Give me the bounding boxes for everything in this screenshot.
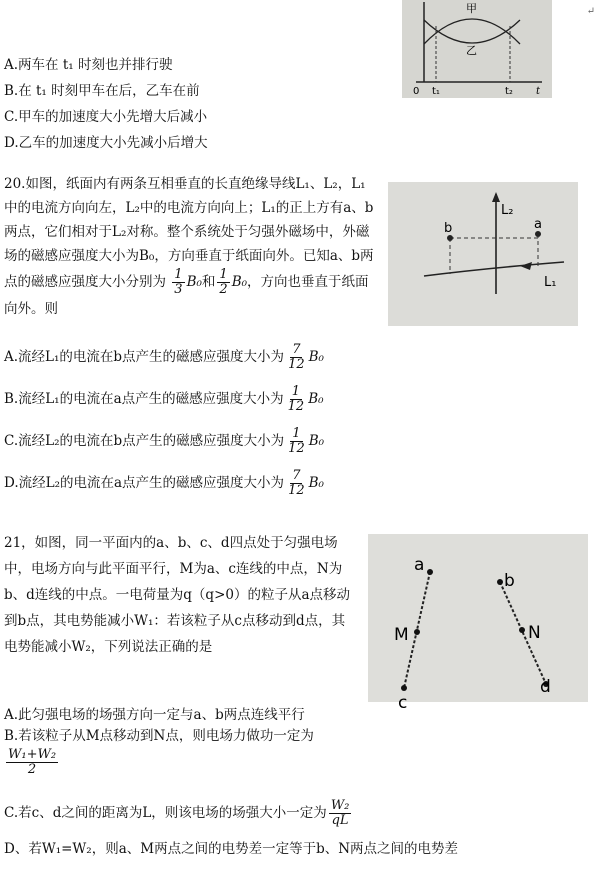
label-yi: 乙 [466, 44, 477, 57]
label-N: N [528, 623, 541, 643]
fraction-one-half: $\frac{1}{2}$ [219, 267, 228, 297]
label-t2: t₂ [505, 86, 513, 97]
label-L2: L₂ [501, 203, 514, 218]
label-a: a [534, 217, 542, 232]
label-c: c [398, 693, 408, 713]
q20-option-c: C.流经L₂的电流在b点产生的磁感应强度大小为 $\frac{1}{12}$ B₀ [4, 426, 325, 456]
q20-stem: 20.如图，纸面内有两条互相垂直的长直绝缘导线L₁、L₂，L₁中的电流方向向左，L₂中的电流方向向上；L₁的正上方有a、b两点，它们相对于L₂对称。整个系统处于匀强外磁场中，外磁场的磁感应强度大小为B₀，方向垂直于纸面向外。已知a、b两点的磁感应强度大小分别为 $\frac{1}{3}$ B₀和 $\frac{1}{2}$ B₀，方向也垂直于纸面向外。则 [4, 176, 374, 317]
q21-option-a: A.此匀强电场的场强方向一定与a、b两点连线平行 [4, 707, 305, 723]
label-b: b [504, 571, 515, 591]
label-a: a [414, 555, 425, 575]
q20-option-a: A.流经L₁的电流在b点产生的磁感应强度大小为 $\frac{7}{12}$ B₀ [4, 342, 324, 372]
label-d: d [540, 677, 551, 697]
q21-option-d: D、若W₁=W₂，则a、M两点之间的电势差一定等于b、N两点之间的电势差 [4, 841, 459, 857]
q20-option-b: B.流经L₁的电流在a点产生的磁感应强度大小为 $\frac{1}{12}$ B₀ [4, 384, 324, 414]
fraction-one-third: $\frac{1}{3}$ [174, 267, 183, 297]
label-M: M [394, 625, 409, 645]
label-jia: 甲 [466, 2, 477, 15]
q20-stem-text: 20.如图，纸面内有两条互相垂直的长直绝缘导线L₁、L₂，L₁中的电流方向向左，L₂中的电流方向向上；L₁的正上方有a、b两点，它们相对于L₂对称。整个系统处于匀强外磁场中，外磁场的磁感应强度大小为B₀，方向垂直于纸面向外。已知a、b两点的磁感应强度大小分别为 [4, 176, 374, 290]
q20-figure [388, 182, 578, 326]
q19-figure [402, 0, 552, 98]
q19-option-d: D.乙车的加速度大小先减小后增大 [4, 135, 208, 151]
q21-figure [368, 534, 588, 713]
label-t1: t₁ [432, 86, 440, 97]
q19-option-c: C.甲车的加速度大小先增大后减小 [4, 109, 208, 125]
q19-option-b: B.在 t₁ 时刻甲车在后，乙车在前 [4, 83, 200, 99]
q19-option-a: A.两车在 t₁ 时刻也并排行驶 [4, 57, 173, 73]
label-L1: L₁ [544, 275, 557, 290]
label-t: t [536, 86, 541, 97]
q21-option-b: B.若该粒子从M点移动到N点，则电场力做功一定为 [4, 728, 314, 744]
q21-stem: 21，如图，同一平面内的a、b、c、d四点处于匀强电场中，电场方向与此平面平行，M为a、c连线的中点，N为b、d连线的中点。一电荷量为q（q>0）的粒子从a点移动到b点，其电势能减小W₁：若该粒子从c点移动到d点，其电势能减小W₂，下列说法正确的是 [4, 535, 351, 655]
q21-option-b-fraction: $\frac{\text{W₁+W₂}}{2}$ [8, 747, 57, 777]
paragraph-marker: ↵ [586, 6, 595, 17]
label-origin: 0 [413, 86, 420, 97]
q20-option-d: D.流经L₂的电流在a点产生的磁感应强度大小为 $\frac{7}{12}$ B₀ [4, 468, 324, 498]
label-b: b [444, 221, 453, 236]
q21-option-c: C.若c、d之间的距离为L，则该电场的场强大小一定为 $\frac{\text{W₂}}{qL}$ [4, 798, 350, 828]
